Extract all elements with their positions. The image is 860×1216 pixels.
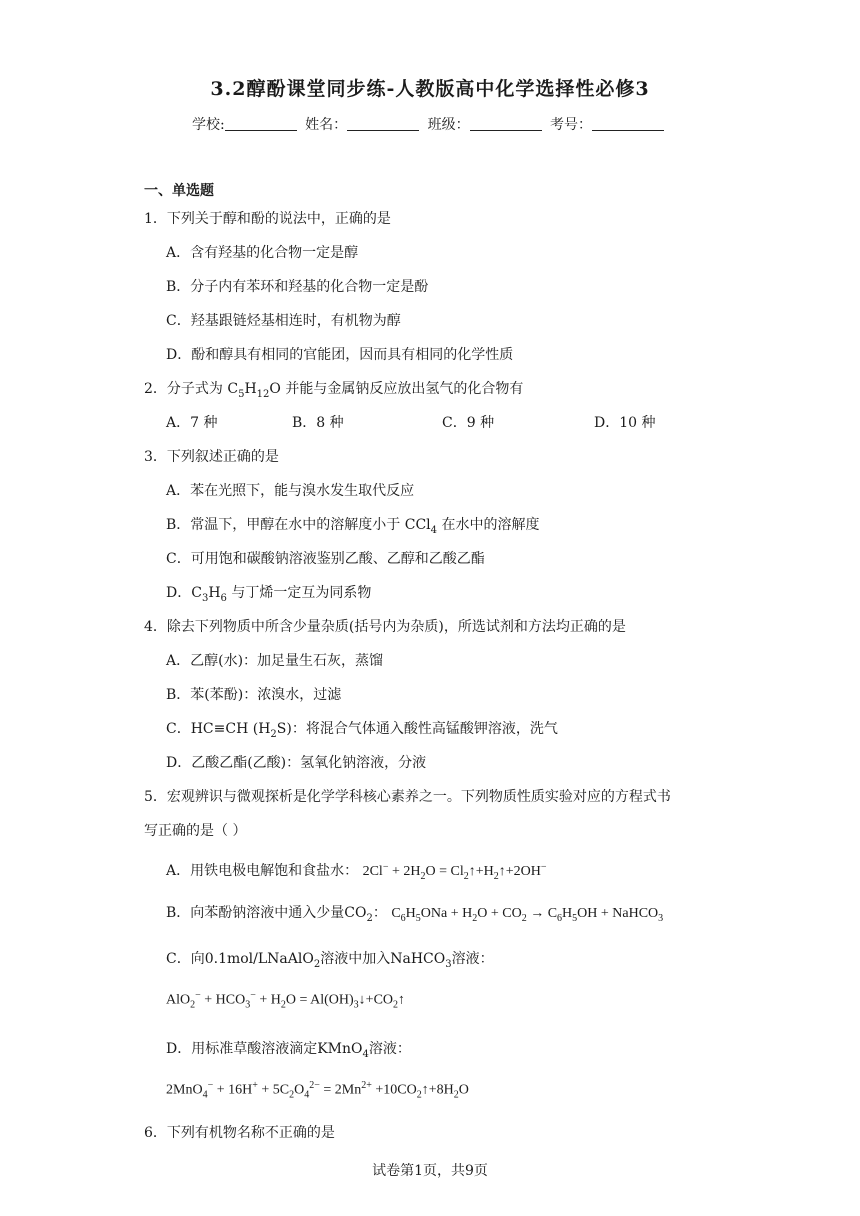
q2-option-a: A．7 种 xyxy=(166,415,218,431)
question-2-stem xyxy=(144,378,523,400)
q2-option-b: B．8 种 xyxy=(292,415,344,431)
q3-option-b-text: B．常温下，甲醇在水中的溶解度小于 CCl xyxy=(166,517,431,533)
name-blank[interactable] xyxy=(347,116,419,131)
q4-option-c-text: C．HC≡CH (H xyxy=(166,721,271,737)
class-blank[interactable] xyxy=(470,116,542,131)
q5-option-d-text: D．用标准草酸溶液滴定KMnO xyxy=(166,1041,363,1057)
q2-stem-part: 2．分子式为 C xyxy=(144,381,239,397)
q5-option-a xyxy=(166,860,546,882)
q3-option-c: C．可用饱和碳酸钠溶液鉴别乙酸、乙醇和乙酸乙酯 xyxy=(166,551,485,567)
q1-option-b: B．分子内有苯环和羟基的化合物一定是酚 xyxy=(166,279,429,295)
school-label: 学校: xyxy=(191,117,225,133)
question-4-stem: 4．除去下列物质中所含少量杂质(括号内为杂质)，所选试剂和方法均正确的是 xyxy=(144,619,626,635)
q3-option-b xyxy=(166,514,539,536)
subscript: 6 xyxy=(220,592,227,604)
q5-option-b-equation: $C_6H_5ONa + H_2O + CO_2 \to C_6H_5OH$ + NaHCO$_3$ xyxy=(391,906,664,924)
q1-option-c: C．羟基跟链烃基相连时，有机物为醇 xyxy=(166,313,401,329)
exam-no-blank[interactable] xyxy=(592,116,664,131)
q4-option-d: D．乙酸乙酯(乙酸)：氢氧化钠溶液，分液 xyxy=(166,755,427,771)
exam-no-label: 考号： xyxy=(550,117,593,133)
q2-stem-part: O 并能与金属钠反应放出氢气的化合物有 xyxy=(269,381,524,397)
q5-option-c-equation: $AlO_2^- + HCO_3^- + H_2O$ = $Al(OH)_3↓+CO_2↑$ xyxy=(166,990,406,1011)
question-5-stem-line2: 写正确的是（ ） xyxy=(144,823,247,839)
question-3-stem: 3．下列叙述正确的是 xyxy=(144,449,279,465)
question-6-stem: 6．下列有机物名称不正确的是 xyxy=(144,1125,335,1141)
q2-stem-sub: 12 xyxy=(256,388,270,400)
student-info-line xyxy=(0,114,860,134)
q5-option-d-tail: 溶液： xyxy=(368,1041,411,1057)
q5-option-c-text: C．向0.1mol/LNaAlO xyxy=(166,951,314,967)
page-title: 3.2醇酚课堂同步练-人教版高中化学选择性必修3 xyxy=(210,78,650,100)
section-title: 一、单选题 xyxy=(144,183,214,199)
q5-option-b-text: B．向苯酚钠溶液中通入少量CO xyxy=(166,905,367,921)
q4-option-c xyxy=(166,718,558,740)
q3-option-d-tail: 与丁烯一定互为同系物 xyxy=(226,585,372,601)
page-footer: 试卷第1页，共9页 xyxy=(372,1163,488,1179)
q5-option-a-text: A．用铁电极电解饱和食盐水： xyxy=(166,863,359,879)
q3-option-b-tail: 在水中的溶解度 xyxy=(437,517,540,533)
q2-option-c: C．9 种 xyxy=(442,415,495,431)
class-label: 班级： xyxy=(427,117,470,133)
subscript: 3 xyxy=(201,592,209,604)
q4-option-b: B．苯(苯酚)：浓溴水，过滤 xyxy=(166,687,342,703)
q4-option-c-tail: S)：将混合气体通入酸性高锰酸钾溶液，洗气 xyxy=(276,721,558,737)
q5-option-c-tail: 溶液中加入NaHCO xyxy=(320,951,446,967)
q3-option-d-mid: H xyxy=(208,585,221,601)
q4-option-a: A．乙醇(水)：加足量生石灰，蒸馏 xyxy=(166,653,384,669)
subscript: 4 xyxy=(430,524,438,536)
q2-options-row xyxy=(166,412,726,432)
q5-option-a-equation: $2Cl^- + 2H_2O$ = $Cl_2↑+H_2↑+2OH^-$ xyxy=(362,861,547,882)
q3-option-a: A．苯在光照下，能与溴水发生取代反应 xyxy=(166,483,415,499)
q3-option-d xyxy=(166,582,371,604)
q5-option-b: B．向苯酚钠溶液中通入少量$CO_2$： $C_6H_5ONa + H_2O + CO_2 \to C_6H_5OH$ + NaHCO$_3$ xyxy=(166,905,664,924)
q1-option-d: D．酚和醇具有相同的官能团，因而具有相同的化学性质 xyxy=(166,347,514,363)
question-1-stem: 1．下列关于醇和酚的说法中，正确的是 xyxy=(144,211,391,227)
school-blank[interactable] xyxy=(225,116,297,131)
q1-option-a: A．含有羟基的化合物一定是醇 xyxy=(166,245,359,261)
q5-option-d-equation: $2MnO_4^- + 16H^+ + 5C_2O_4^{2-} = 2Mn^{2+}$ $+10CO_2↑+8H_2O$ xyxy=(166,1080,469,1101)
name-label: 姓名： xyxy=(305,117,348,133)
q5-option-c-tail: 溶液： xyxy=(451,951,494,967)
subscript: 2 xyxy=(270,728,277,740)
q2-stem-part: H xyxy=(244,381,257,397)
q3-option-d-text: D．C xyxy=(166,585,202,601)
q2-stem-sub: 5 xyxy=(238,388,245,400)
q5-option-d: D．用标准草酸溶液滴定KMnO$_4$溶液： xyxy=(166,1041,411,1060)
question-5-stem-line1: 5．宏观辨识与微观探析是化学学科核心素养之一。下列物质性质实验对应的方程式书 xyxy=(144,789,671,805)
q5-option-c: C．向0.1mol/LNaAlO$_2$溶液中加入NaHCO$_3$溶液： xyxy=(166,951,494,970)
q2-option-d: D．10 种 xyxy=(594,415,656,431)
